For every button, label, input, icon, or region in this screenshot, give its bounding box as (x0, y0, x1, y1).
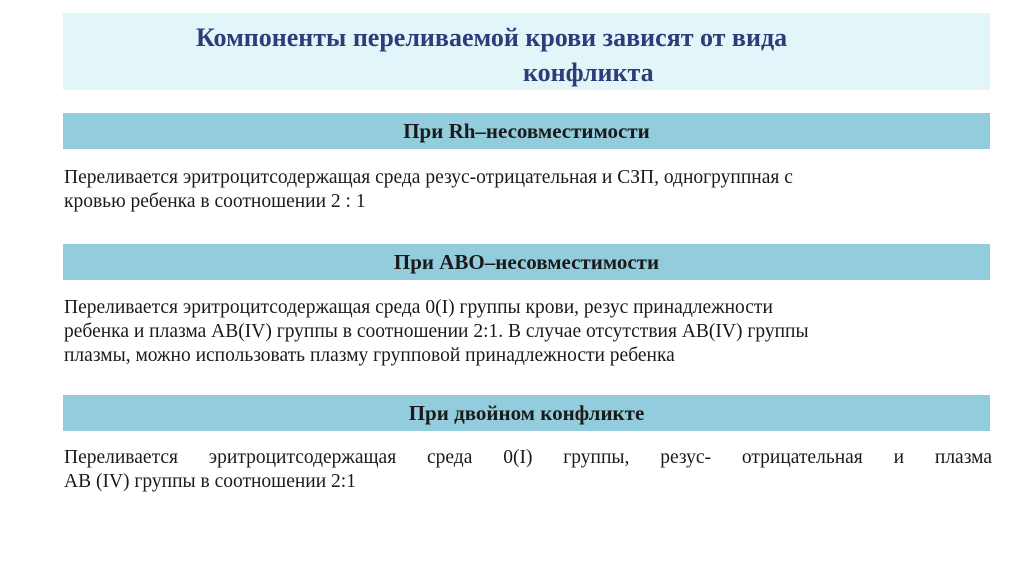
section-text-line: Переливается эритроцитсодержащая среда 0(I) группы, резус- отрицательная и плазма (64, 447, 992, 468)
section-text-rh (64, 166, 994, 214)
slide-title-line-1: Компоненты переливаемой крови зависят от вида (196, 23, 788, 52)
section-text-abo (64, 296, 994, 368)
section-heading-rh: При Rh–несовместимости (63, 113, 990, 149)
section-text-double (64, 446, 994, 494)
section-text-line: плазмы, можно использовать плазму групповой принадлежности ребенка (64, 345, 675, 366)
section-text-line: кровью ребенка в соотношении 2 : 1 (64, 191, 366, 212)
section-text-line: Переливается эритроцитсодержащая среда 0(I) группы крови, резус принадлежности (64, 297, 773, 318)
section-text-line: ребенка и плазма АВ(IV) группы в соотношении 2:1. В случае отсутствия АВ(IV) группы (64, 321, 809, 342)
title-banner (63, 13, 990, 90)
section-heading-abo: При АВО–несовместимости (63, 244, 990, 280)
section-text-line: АВ (IV) группы в соотношении 2:1 (64, 471, 356, 492)
slide-title-line-2: конфликта (523, 58, 654, 87)
section-heading-double: При двойном конфликте (63, 395, 990, 431)
section-text-line: Переливается эритроцитсодержащая среда резус-отрицательная и СЗП, одногруппная с (64, 167, 793, 188)
